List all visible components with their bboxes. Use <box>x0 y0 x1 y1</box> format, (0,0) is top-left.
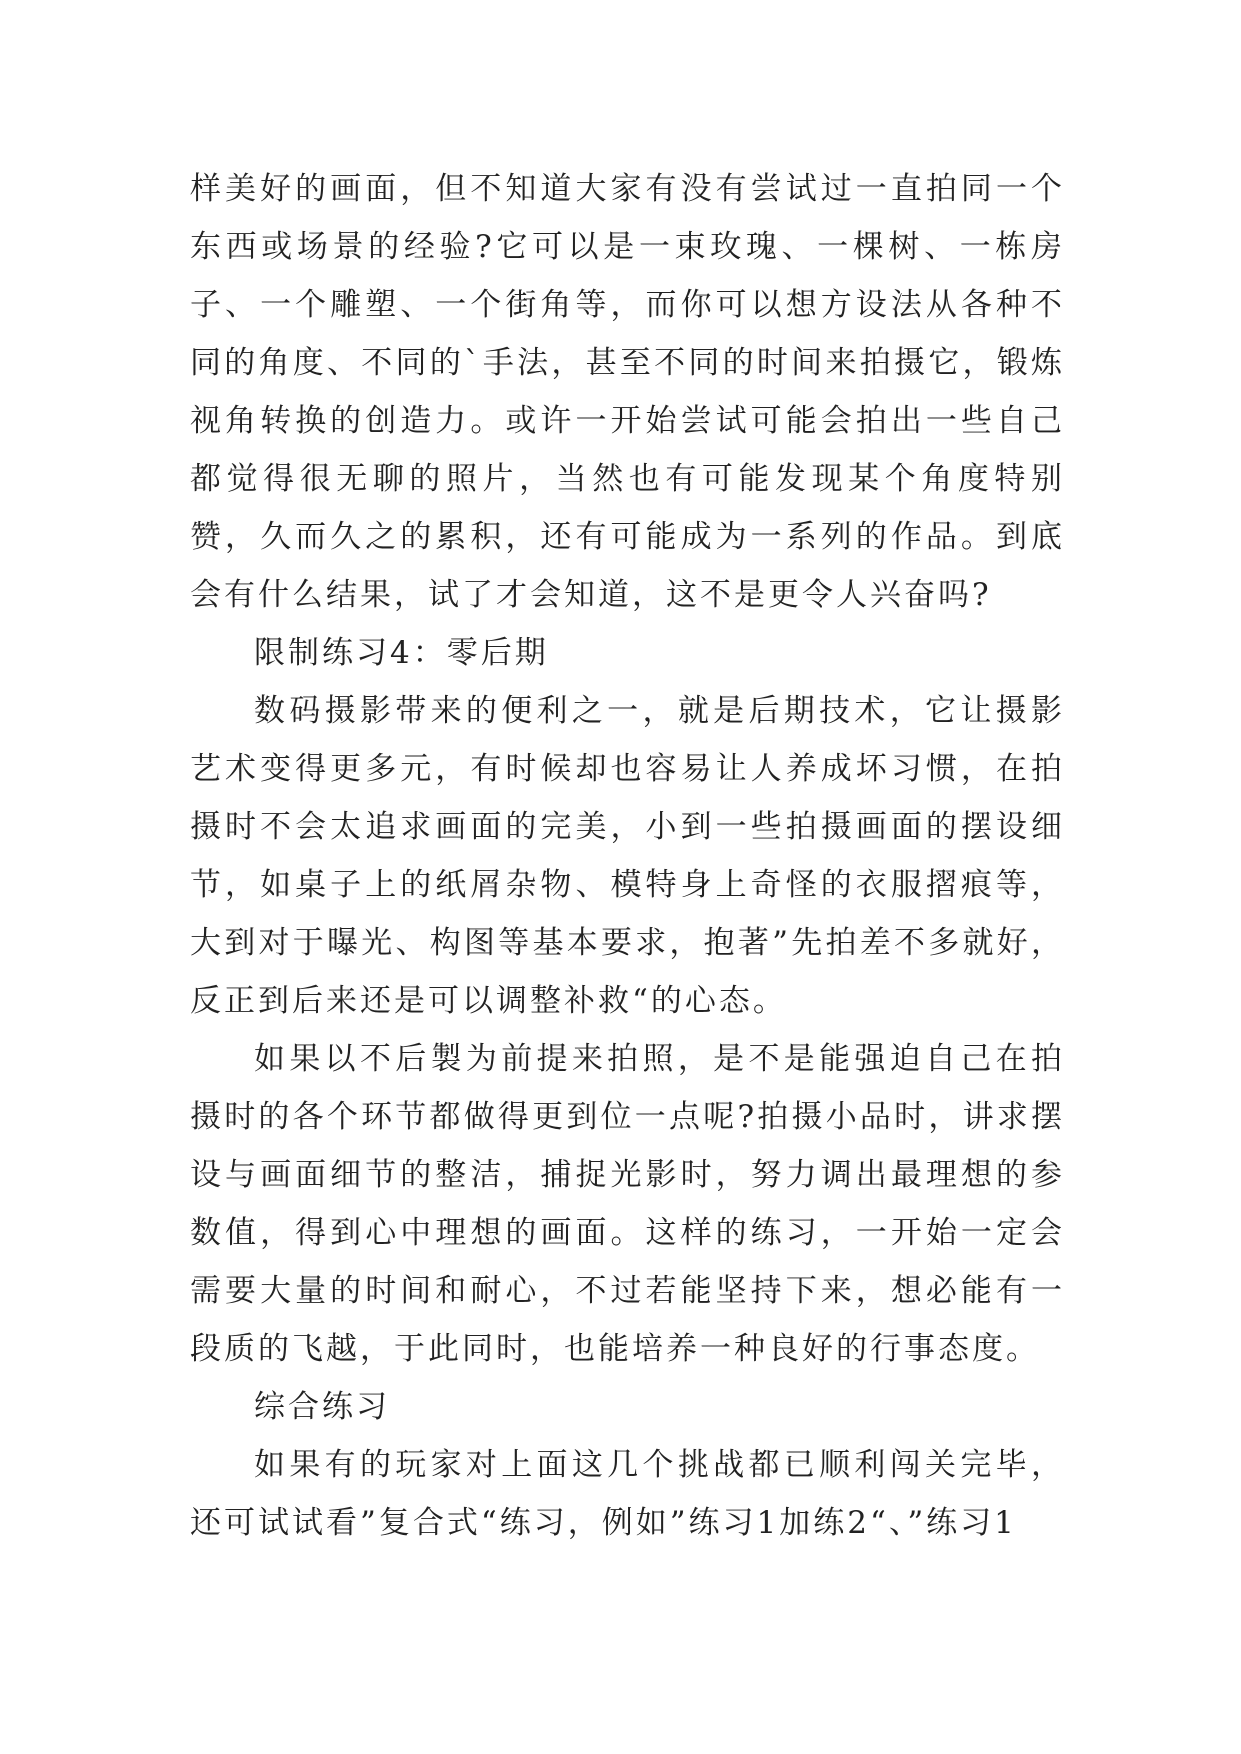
paragraph-digital-post: 数码摄影带来的便利之一，就是后期技术，它让摄影艺术变得更多元，有时候却也容易让人养成坏习惯，在拍摄时不会太追求画面的完美，小到一些拍摄画面的摆设细节，如桌子上的纸屑杂物、模特身上奇怪的衣服摺痕等，大到对于曝光、构图等基本要求，抱著”先拍差不多就好，反正到后来还是可以调整补救“的心态。 <box>190 693 1065 1019</box>
paragraph-combined-exercise: 如果有的玩家对上面这几个挑战都已顺利闯关完毕，还可试试看”复合式“练习，例如”练习1加练2“、”练习1 <box>190 1447 1065 1541</box>
section-heading-combined: 综合练习 <box>254 1389 390 1425</box>
paragraph-no-post-premise: 如果以不后製为前提来拍照，是不是能强迫自己在拍摄时的各个环节都做得更到位一点呢?拍摄小品时，讲求摆设与画面细节的整洁，捕捉光影时，努力调出最理想的参数值，得到心中理想的画面。这样的练习，一开始一定会需要大量的时间和耐心，不过若能坚持下来，想必能有一段质的飞越，于此同时，也能培养一种良好的行事态度。 <box>190 1041 1065 1367</box>
paragraph-continuation: 样美好的画面，但不知道大家有没有尝试过一直拍同一个东西或场景的经验?它可以是一束玫瑰、一棵树、一栋房子、一个雕塑、一个街角等，而你可以想方设法从各种不同的角度、不同的`手法，甚至不同的时间来拍摄它，锻炼视角转换的创造力。或许一开始尝试可能会拍出一些自己都觉得很无聊的照片，当然也有可能发现某个角度特别赞，久而久之的累积，还有可能成为一系列的作品。到底会有什么结果，试了才会知道，这不是更令人兴奋吗? <box>190 171 1065 613</box>
section-heading-zero-post: 限制练习4：零后期 <box>254 635 549 671</box>
document-body <box>190 160 1065 1552</box>
